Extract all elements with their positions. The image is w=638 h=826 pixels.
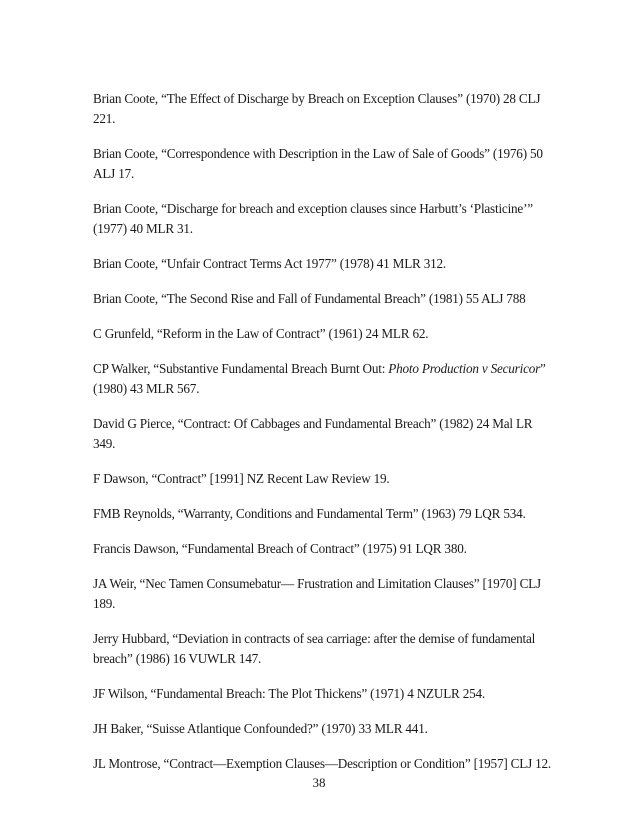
reference-list [93, 89, 553, 789]
reference-entry [93, 359, 553, 399]
reference-entry: Francis Dawson, “Fundamental Breach of Contract” (1975) 91 LQR 380. [93, 541, 467, 556]
page-number: 38 [312, 775, 326, 790]
reference-entry: Jerry Hubbard, “Deviation in contracts of sea carriage: after the demise of fundamental breach” (1986) 16 VUWLR 147. [93, 631, 536, 666]
reference-entry: JF Wilson, “Fundamental Breach: The Plot Thickens” (1971) 4 NZULR 254. [93, 686, 486, 701]
reference-entry: Brian Coote, “The Effect of Discharge by Breach on Exception Clauses” (1970) 28 CLJ 221. [93, 91, 541, 126]
reference-entry: FMB Reynolds, “Warranty, Conditions and Fundamental Term” (1963) 79 LQR 534. [93, 506, 526, 521]
reference-text: ” (1980) 43 MLR 567. [93, 361, 546, 396]
reference-text: CP Walker, “Substantive Fundamental Breach Burnt Out: [93, 361, 389, 376]
reference-entry: JA Weir, “Nec Tamen Consumebatur— Frustration and Limitation Clauses” [1970] CLJ 189. [93, 576, 541, 611]
reference-entry: F Dawson, “Contract” [1991] NZ Recent Law Review 19. [93, 471, 390, 486]
reference-entry: Brian Coote, “Unfair Contract Terms Act 1977” (1978) 41 MLR 312. [93, 256, 447, 271]
reference-entry: JH Baker, “Suisse Atlantique Confounded?” (1970) 33 MLR 441. [93, 721, 428, 736]
case-name-italic: Photo Production v Securicor [388, 361, 541, 376]
reference-entry: JL Montrose, “Contract—Exemption Clauses—Description or Condition” [1957] CLJ 12. [93, 756, 551, 771]
reference-entry: C Grunfeld, “Reform in the Law of Contract” (1961) 24 MLR 62. [93, 326, 429, 341]
reference-entry: Brian Coote, “Correspondence with Description in the Law of Sale of Goods” (1976) 50 ALJ 17. [93, 146, 543, 181]
reference-entry: Brian Coote, “The Second Rise and Fall of Fundamental Breach” (1981) 55 ALJ 788 [93, 291, 526, 306]
reference-entry: David G Pierce, “Contract: Of Cabbages and Fundamental Breach” (1982) 24 Mal LR 349. [93, 416, 533, 451]
reference-entry: Brian Coote, “Discharge for breach and exception clauses since Harbutt’s ‘Plasticine’” (1977) 40 MLR 31. [93, 201, 533, 236]
